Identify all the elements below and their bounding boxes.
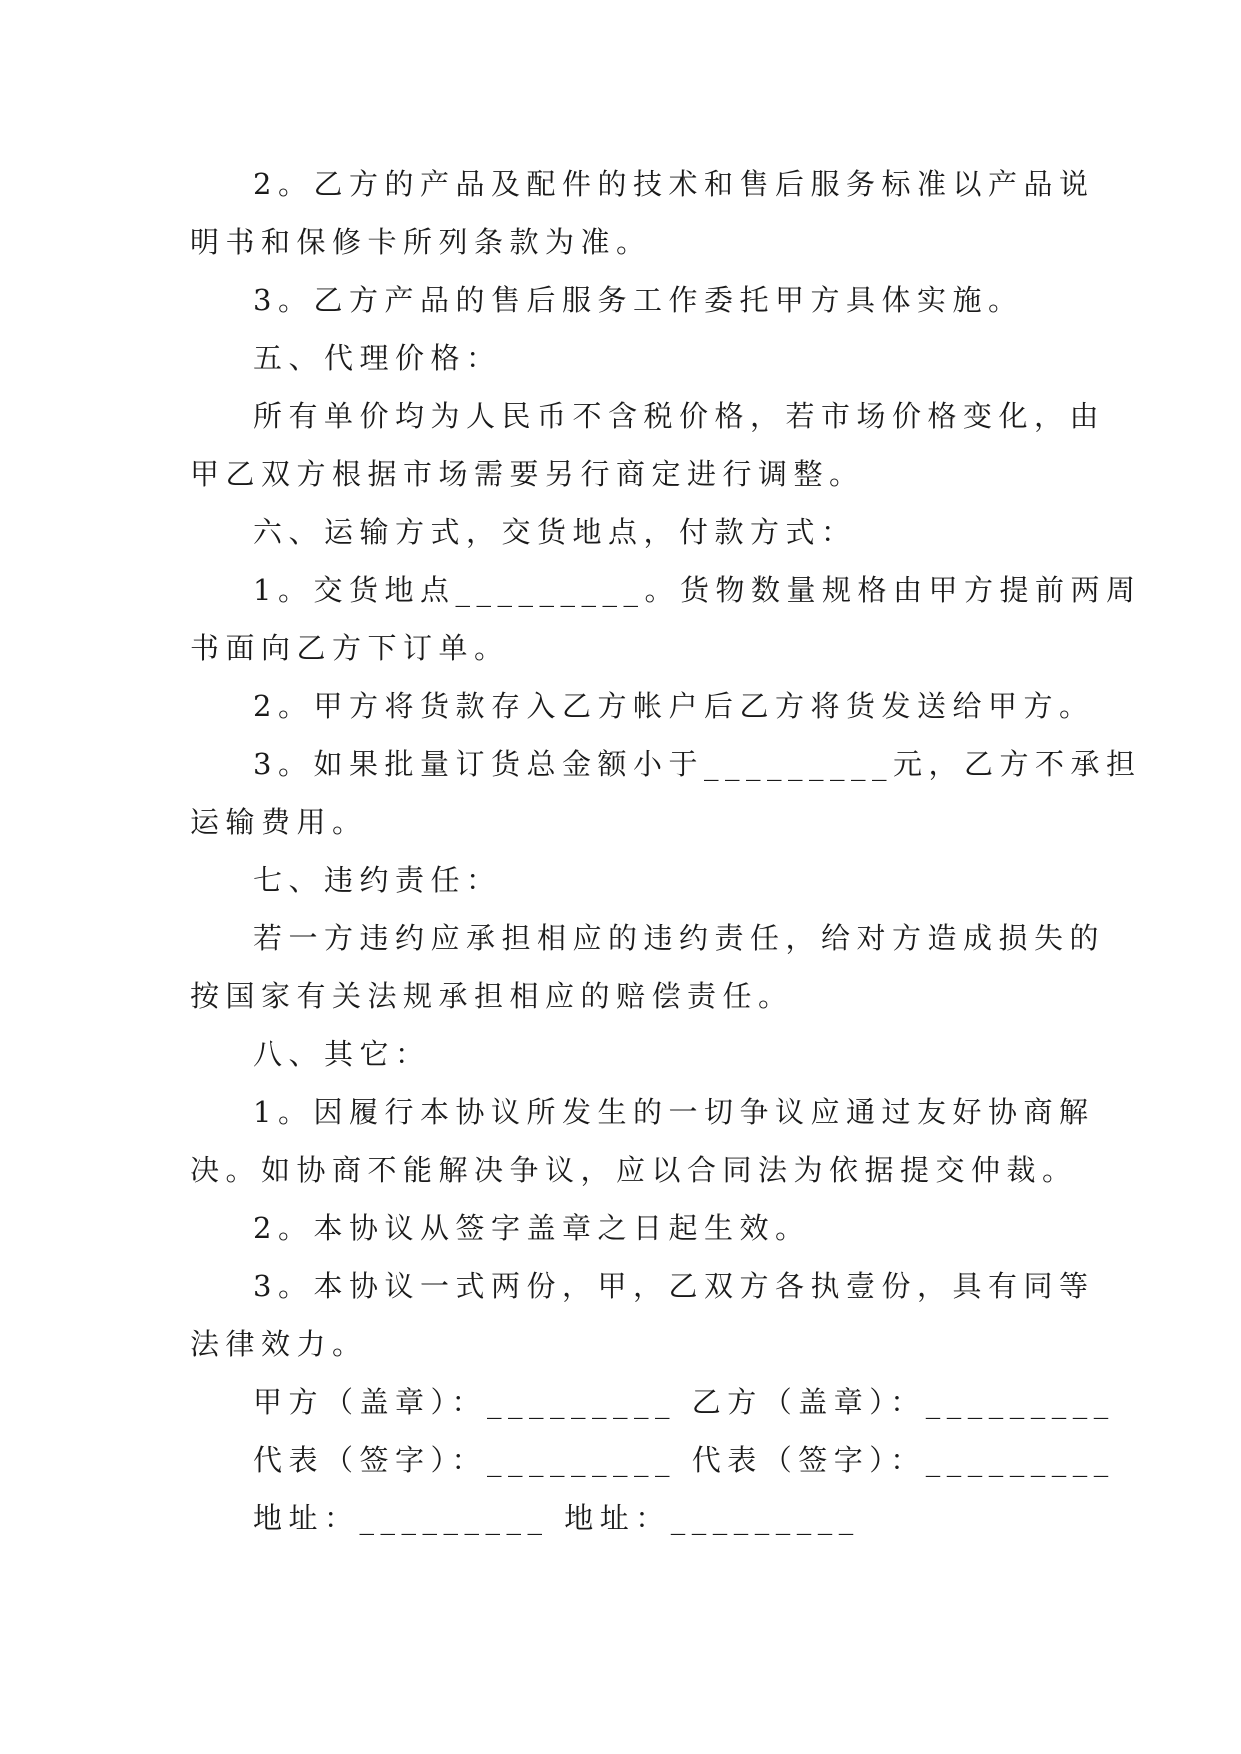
- paragraph-line: 3。本协议一式两份，甲，乙双方各执壹份，具有同等: [253, 1269, 1095, 1303]
- paragraph-line: 若一方违约应承担相应的违约责任，给对方造成损失的: [253, 921, 1106, 955]
- paragraph-line: 甲乙双方根据市场需要另行商定进行调整。: [190, 457, 865, 491]
- paragraph-line: 法律效力。: [190, 1327, 368, 1361]
- section-heading: 七、违约责任：: [253, 863, 502, 897]
- address-line: 地址：_________ 地址：_________: [253, 1501, 860, 1535]
- paragraph-line: 3。乙方产品的售后服务工作委托甲方具体实施。: [253, 283, 1024, 317]
- signature-line: 甲方（盖章）：_________ 乙方（盖章）：_________: [253, 1385, 1115, 1419]
- section-heading: 五、代理价格：: [253, 341, 502, 375]
- section-heading: 八、其它：: [253, 1037, 431, 1071]
- paragraph-line: 书面向乙方下订单。: [190, 631, 510, 665]
- paragraph-line: 1。交货地点_________。货物数量规格由甲方提前两周: [253, 573, 1142, 607]
- paragraph-line: 3。如果批量订货总金额小于_________元，乙方不承担: [253, 747, 1142, 781]
- paragraph-line: 明书和保修卡所列条款为准。: [190, 225, 652, 259]
- paragraph-line: 运输费用。: [190, 805, 368, 839]
- paragraph-line: 2。乙方的产品及配件的技术和售后服务标准以产品说: [253, 167, 1095, 201]
- signature-line: 代表（签字）：_________ 代表（签字）：_________: [253, 1443, 1115, 1477]
- paragraph-line: 2。本协议从签字盖章之日起生效。: [253, 1211, 811, 1245]
- paragraph-line: 决。如协商不能解决争议，应以合同法为依据提交仲裁。: [190, 1153, 1078, 1187]
- paragraph-line: 2。甲方将货款存入乙方帐户后乙方将货发送给甲方。: [253, 689, 1095, 723]
- section-heading: 六、运输方式，交货地点，付款方式：: [253, 515, 857, 549]
- paragraph-line: 按国家有关法规承担相应的赔偿责任。: [190, 979, 794, 1013]
- paragraph-line: 所有单价均为人民币不含税价格，若市场价格变化，由: [253, 399, 1106, 433]
- paragraph-line: 1。因履行本协议所发生的一切争议应通过友好协商解: [253, 1095, 1095, 1129]
